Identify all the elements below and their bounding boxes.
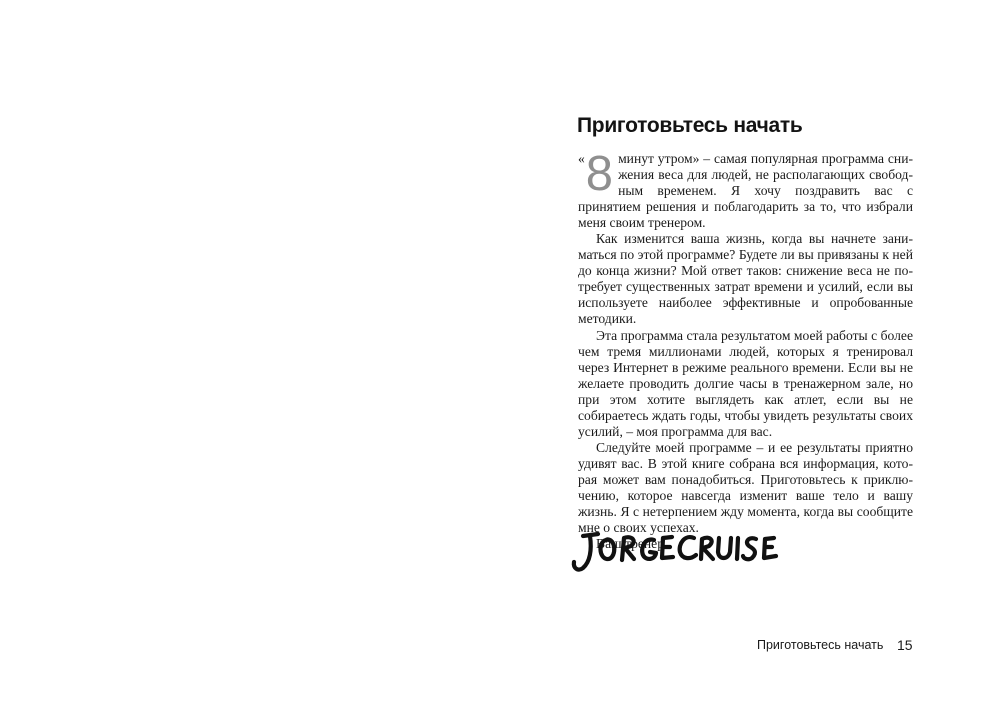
paragraph-1 — [578, 147, 913, 231]
drop-cap: 8 — [585, 147, 614, 201]
handwritten-signature — [568, 516, 798, 578]
open-quote: « — [578, 151, 585, 166]
paragraph-3: Эта программа стала результатом моей работы с более чем тремя миллионами людей, которых я тренировал через Интернет в режиме реального времени. Если вы не желаете проводить долгие часы в тренажерном зале, но при этом хотите выглядеть как атлет, если вы не собираетесь ждать годы, чтобы увидеть результаты своих усилий, – моя программа для вас. — [578, 327, 913, 439]
running-title: Приготовьтесь начать — [757, 638, 884, 652]
paragraph-2: Как изменится ваша жизнь, когда вы начнете заниматься по этой программе? Будете ли вы привязаны к ней до конца жизни? Мой ответ таков: снижение веса не потребует существенных затрат времени и усилий, если вы используете наиболее эффективные и опробованные методики. — [578, 231, 913, 327]
paragraph-4: Следуйте моей программе – и ее результаты приятно удивят вас. В этой книге собрана вся информация, которая может вам понадобиться. Приготовьтесь к приключению, которое навсегда изменит ваше тело и вашу жизнь. Я с нетерпением жду момента, когда вы сообщите мне о своих успехах. — [578, 439, 913, 536]
page-number: 15 — [897, 637, 913, 653]
sign-off: Ваш тренер — [596, 536, 665, 552]
body-text — [578, 147, 913, 552]
paragraph-1-text: минут утром» – самая популярная программа снижения веса для людей, не располагающих свободным временем. Я хочу поздравить вас с принятием решения и поблагодарить за то, что избрали меня своим тренером. — [578, 151, 913, 231]
page-title: Приготовьтесь начать — [577, 114, 803, 137]
